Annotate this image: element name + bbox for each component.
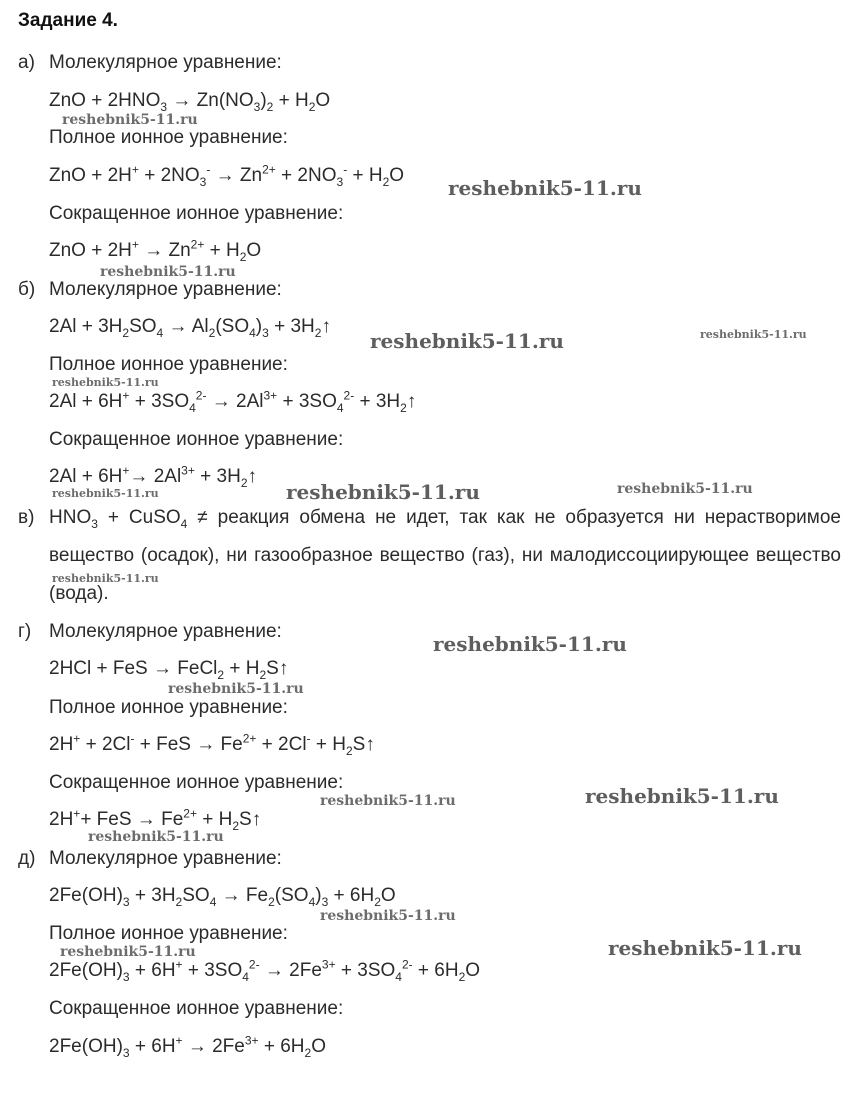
watermark: reshebnik5-11.ru xyxy=(60,944,196,960)
label-short-ionic-a: Сокращенное ионное уравнение: xyxy=(49,203,344,224)
equation-molecular-a: ZnO + $2HNO_3 \to Zn(NO_3)_2 + H_2O$ xyxy=(49,90,331,114)
watermark: reshebnik5-11.ru xyxy=(585,784,779,808)
watermark: reshebnik5-11.ru xyxy=(52,376,159,389)
label-molecular-d: Молекулярное уравнение: xyxy=(49,848,282,869)
label-full-ionic-a: Полное ионное уравнение: xyxy=(49,127,288,148)
watermark: reshebnik5-11.ru xyxy=(370,329,564,353)
equation-full-ionic-b: $2Al + 6H^+ + 3SO_4^{2-} \to 2Al^{3+} + 3SO_4^{2-}$ + $3H_2↑$ xyxy=(49,388,417,415)
equation-short-ionic-g: 2H++ FeS → $Fe^{2+}$ + $H_2S↑$ xyxy=(49,806,262,833)
equation-short-ionic-a: ZnO + $2H^+ \to Zn^{2+} + H_2O$ xyxy=(49,237,262,264)
marker-b: б) xyxy=(18,279,36,300)
equation-short-ionic-d: $2Fe(OH)_3 + 6H^+ \to 2Fe^{3+} + 6H_2O$ xyxy=(49,1033,326,1060)
label-molecular-b: Молекулярное уравнение: xyxy=(49,279,282,300)
label-short-ionic-b: Сокращенное ионное уравнение: xyxy=(49,429,344,450)
watermark: reshebnik5-11.ru xyxy=(62,112,198,128)
marker-a: а) xyxy=(18,52,35,73)
paragraph-v: $HNO_3$ + CuSO$_4$ ≠ реакция обмена не идет, так как не образуется ни нерастворимое вещество (осадок), ни газообразное вещество (газ), ни малодиссоциирующее вещество (вода). xyxy=(49,507,841,604)
label-molecular-g: Молекулярное уравнение: xyxy=(49,621,282,642)
equation-molecular-g: 2HCl + FeS → FeCl$_2$ + $H_2S↑$ xyxy=(49,658,289,682)
watermark: reshebnik5-11.ru xyxy=(320,908,456,924)
task-title: Задание 4. xyxy=(18,10,118,31)
watermark: reshebnik5-11.ru xyxy=(617,481,753,497)
label-full-ionic-g: Полное ионное уравнение: xyxy=(49,697,288,718)
label-short-ionic-d: Сокращенное ионное уравнение: xyxy=(49,998,344,1019)
watermark: reshebnik5-11.ru xyxy=(700,328,807,341)
label-full-ionic-d: Полное ионное уравнение: xyxy=(49,923,288,944)
equation-full-ionic-d: $2Fe(OH)_3 + 6H^+ + 3SO_4^{2-} \to 2Fe^{3+} + 3SO_4^{2-} + 6H_2O$ xyxy=(49,957,481,984)
watermark: reshebnik5-11.ru xyxy=(52,487,159,500)
equation-full-ionic-a: ZnO + $2H^+ + 2NO_3^- \to Zn^{2+} + 2NO_3^- + H_2O$ xyxy=(49,162,405,189)
watermark: reshebnik5-11.ru xyxy=(448,176,642,200)
label-molecular-a: Молекулярное уравнение: xyxy=(49,52,282,73)
marker-d: д) xyxy=(18,848,36,869)
watermark: reshebnik5-11.ru xyxy=(168,681,304,697)
watermark: reshebnik5-11.ru xyxy=(608,936,802,960)
marker-g: г) xyxy=(18,621,32,642)
label-short-ionic-g: Сокращенное ионное уравнение: xyxy=(49,772,344,793)
watermark: reshebnik5-11.ru xyxy=(286,480,480,504)
marker-v: в) xyxy=(18,507,35,528)
watermark: reshebnik5-11.ru xyxy=(320,793,456,809)
label-full-ionic-b: Полное ионное уравнение: xyxy=(49,354,288,375)
watermark: reshebnik5-11.ru xyxy=(88,829,224,845)
equation-full-ionic-g: 2H+ + 2Cl- + FeS → $Fe^{2+} + 2Cl^-$ + $H_2S↑$ xyxy=(49,731,375,758)
watermark: reshebnik5-11.ru xyxy=(52,572,159,585)
watermark: reshebnik5-11.ru xyxy=(433,632,627,656)
equation-short-ionic-b: $2Al + 6H^+\to 2Al^{3+}$ + $3H_2↑$ xyxy=(49,463,257,490)
equation-molecular-d: $2Fe(OH)_3 + 3H_2SO_4 \to Fe_2(SO_4)_3 + 6H_2O$ xyxy=(49,885,396,909)
equation-molecular-b: $2Al + 3H_2SO_4 \to Al_2(SO_4)_3$ + $3H_2↑$ xyxy=(49,316,331,340)
watermark: reshebnik5-11.ru xyxy=(100,264,236,280)
